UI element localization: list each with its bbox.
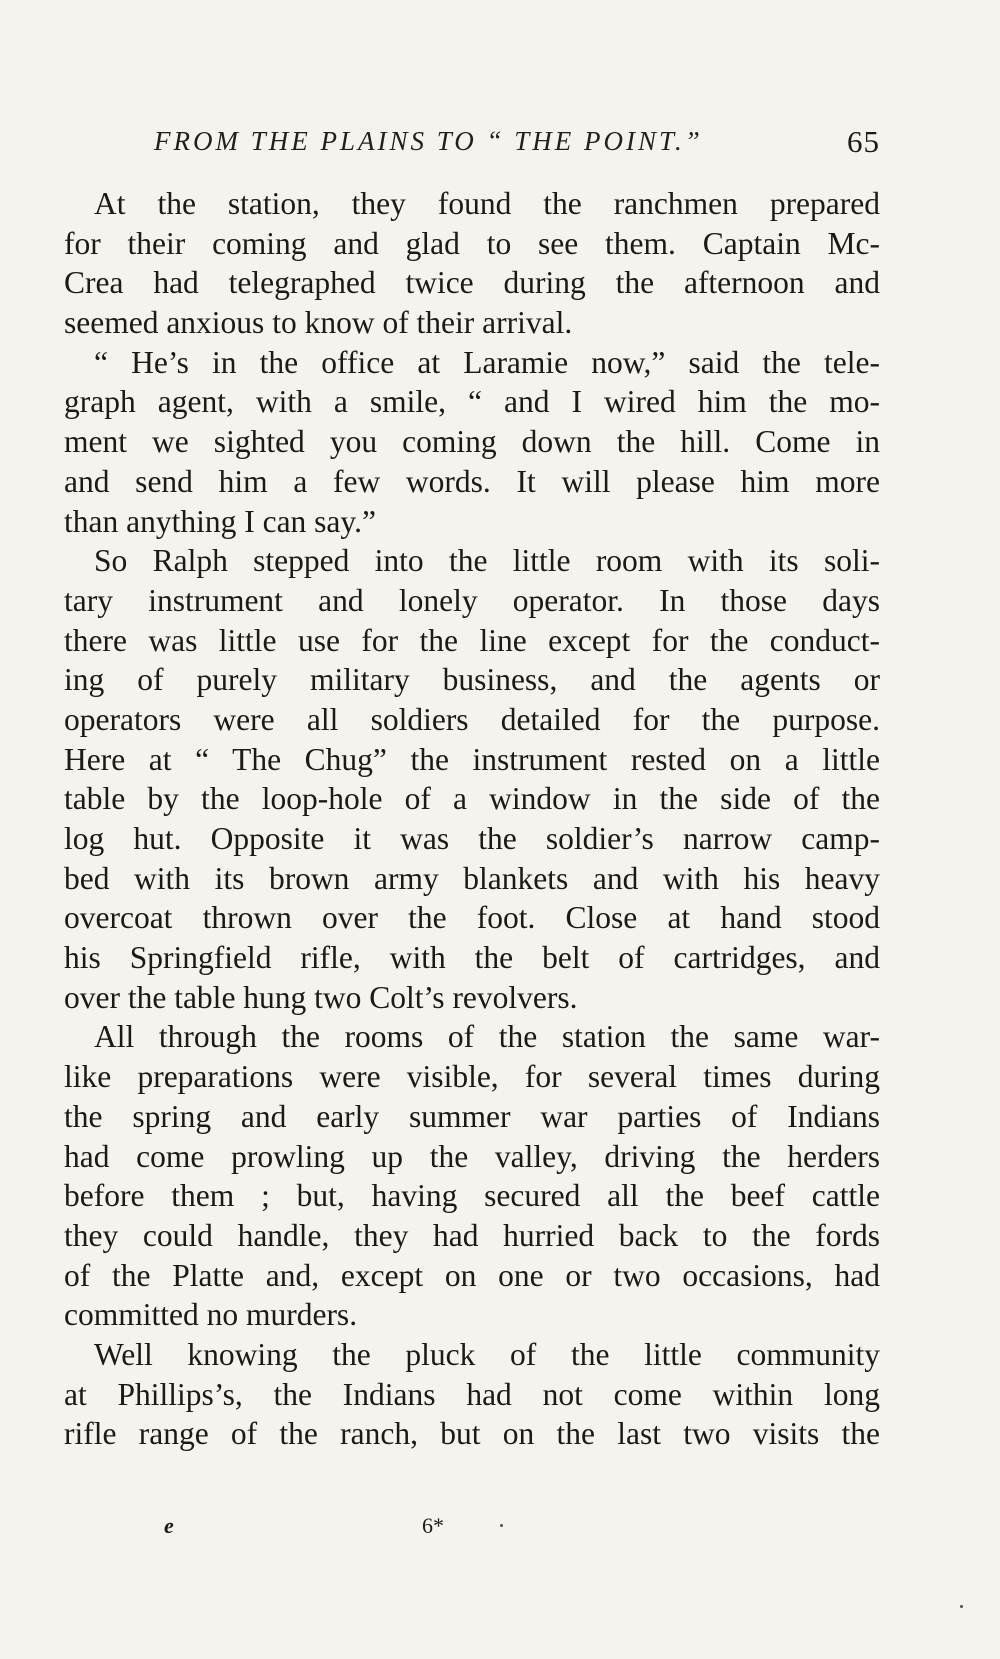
running-title: FROM THE PLAINS TO “ THE POINT.”	[154, 126, 703, 156]
paragraph	[64, 541, 880, 1017]
text-line: like preparations were visible, for several times during	[64, 1059, 880, 1095]
ink-speck	[500, 1524, 503, 1527]
text-line: committed no murders.	[64, 1297, 358, 1333]
text-line: and send him a few words. It will please him more	[64, 463, 880, 499]
text-line: rifle range of the ranch, but on the last two visits the	[64, 1416, 880, 1452]
text-line: So Ralph stepped into the little room with its soli-	[94, 543, 880, 579]
text-line: at Phillips’s, the Indians had not come within long	[64, 1376, 880, 1412]
text-line: had come prowling up the valley, driving the herders	[64, 1138, 880, 1174]
text-line: graph agent, with a smile, “ and I wired him the mo-	[64, 384, 880, 420]
text-line: Crea had telegraphed twice during the afternoon and	[64, 265, 880, 301]
paragraph	[64, 1017, 880, 1335]
paragraph	[64, 343, 880, 541]
text-line: than anything I can say.”	[64, 503, 376, 539]
page-footer	[64, 1513, 880, 1545]
text-line: seemed anxious to know of their arrival.	[64, 305, 573, 341]
text-line: overcoat thrown over the foot. Close at hand stood	[64, 900, 880, 936]
body-text	[64, 184, 880, 1454]
text-line: of the Platte and, except on one or two occasions, had	[64, 1257, 880, 1293]
text-line: over the table hung two Colt’s revolvers.	[64, 979, 578, 1015]
text-line: log hut. Opposite it was the soldier’s narrow camp-	[64, 821, 880, 856]
text-line: tary instrument and lonely operator. In those days	[64, 582, 880, 618]
text-line: there was little use for the line except for the conduct-	[64, 622, 880, 658]
text-line: before them ; but, having secured all the beef cattle	[64, 1178, 880, 1214]
sheet-number: 6*	[422, 1513, 444, 1538]
text-line: table by the loop-hole of a window in the side of the	[64, 781, 880, 817]
text-line: ing of purely military business, and the agents or	[64, 662, 880, 698]
text-line: Here at “ The Chug” the instrument rested on a little	[64, 741, 880, 777]
paragraph	[64, 1335, 880, 1454]
text-line: ment we sighted you coming down the hill. Come in	[64, 424, 880, 460]
text-line: bed with its brown army blankets and with his heavy	[64, 860, 880, 896]
text-line: the spring and early summer war parties of Indians	[64, 1098, 880, 1134]
page-number: 65	[847, 124, 880, 159]
text-line: his Springfield rifle, with the belt of cartridges, and	[64, 940, 880, 976]
text-line: they could handle, they had hurried back to the fords	[64, 1217, 880, 1253]
running-head	[64, 126, 880, 166]
paragraph	[64, 184, 880, 343]
text-line: operators were all soldiers detailed for the purpose.	[64, 701, 880, 737]
text-line: “ He’s in the office at Laramie now,” said the tele-	[94, 344, 880, 380]
text-line: At the station, they found the ranchmen prepared	[94, 186, 880, 221]
signature-mark: e	[164, 1513, 174, 1538]
text-line: All through the rooms of the station the same war-	[94, 1019, 880, 1055]
ink-speck	[960, 1605, 963, 1608]
text-line: Well knowing the pluck of the little community	[94, 1336, 880, 1372]
text-line: for their coming and glad to see them. Captain Mc-	[64, 225, 880, 261]
